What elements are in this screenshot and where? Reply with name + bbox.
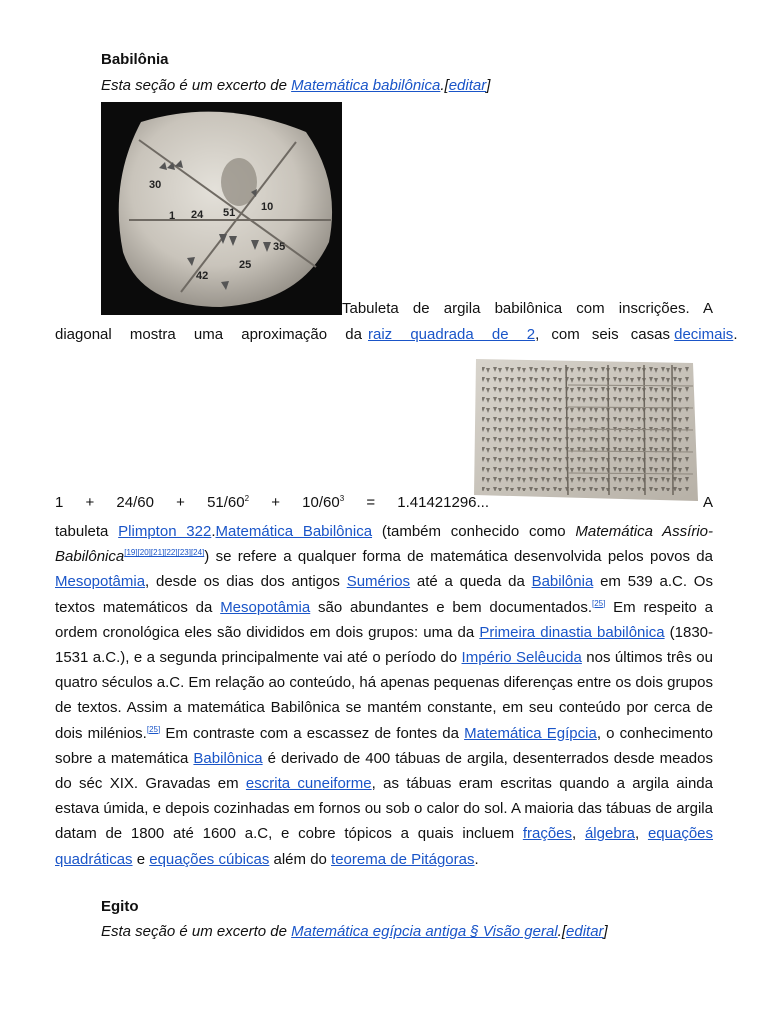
body-text: Em contraste com a escassez de fontes da: [160, 724, 465, 742]
excerpt-note-bracket-open: .[: [440, 77, 449, 94]
body-text: ,: [635, 825, 648, 843]
body-text: .: [474, 850, 479, 868]
main-paragraph: [55, 519, 713, 872]
reference-group: [124, 548, 204, 557]
link-plimpton-322[interactable]: Plimpton 322: [118, 523, 212, 540]
plimpton-322-image[interactable]: [468, 355, 701, 505]
italic-term: Matemática Assírio-Babilônica: [55, 523, 713, 566]
body-text: tabuleta: [55, 523, 109, 540]
body-text: .: [211, 523, 216, 540]
link-primeira-dinastia-babilonica[interactable]: Primeira dinastia babilônica: [479, 623, 665, 641]
excerpt-link-matematica-babilonica[interactable]: Matemática babilônica: [291, 77, 441, 94]
link-mesopotamia[interactable]: Mesopotâmia: [220, 598, 311, 616]
body-text: (também conhecido como: [372, 523, 576, 540]
caption-text4: .: [733, 326, 738, 343]
body-text: ) se refere a qualquer forma de matemática desenvolvida pelos povos da: [204, 548, 713, 566]
link-fracoes[interactable]: frações: [522, 825, 573, 843]
tablet-drawing: [101, 102, 342, 315]
link-babilonica[interactable]: Babilônica: [193, 749, 263, 767]
formula-part-a: 1 + 24/60 + 51/60: [55, 494, 245, 511]
caption-word-a: diagonal mostra uma aproximação da: [55, 326, 362, 343]
caption-rest: [368, 326, 738, 343]
formula-sup1: 2: [244, 494, 250, 503]
reference: [592, 599, 605, 608]
excerpt-note-bracket-close: ]: [486, 77, 491, 94]
link-equacoes-cubicas[interactable]: equações cúbicas: [149, 850, 270, 868]
tablet-number-1: 1: [169, 210, 176, 222]
body-text: , as tábuas eram escritas quando a argila ainda estava úmida, e depois cozinhadas em fornos ou sob o calor do sol. A maioria das tábuas de argila datam de 1800 até 1600 a.C, e cobre tópicos a quais incluem: [55, 775, 713, 843]
excerpt-note-bracket-open: .[: [557, 923, 567, 940]
body-text: , desde os dias dos antigos: [145, 573, 347, 591]
tablet-number-24: 24: [191, 209, 204, 221]
link-decimais[interactable]: decimais: [674, 326, 734, 343]
plimpton-drawing: [468, 355, 701, 505]
body-text: Em respeito a ordem cronológica eles são divididos em dois grupos: uma da: [55, 598, 713, 641]
edit-link[interactable]: editar: [566, 923, 604, 940]
body-text: em 539 a.C. Os textos matemáticos da: [55, 573, 713, 616]
link-imperio-seleucida[interactable]: Império Selêucida: [461, 649, 582, 667]
excerpt-link-matematica-egipcia-antiga[interactable]: Matemática egípcia antiga § Visão geral: [291, 923, 558, 940]
body-text: além do: [269, 850, 332, 868]
figure-caption-line1: Tabuleta de argila babilônica com inscrições. A: [342, 300, 713, 317]
body-text: são abundantes e bem documentados.: [310, 598, 592, 616]
body-text: até a queda da: [410, 573, 532, 591]
link-matematica-babilonica[interactable]: Matemática Babilônica: [215, 523, 373, 540]
link-teorema-de-pitagoras[interactable]: teorema de Pitágoras: [331, 850, 475, 868]
formula: [55, 494, 489, 511]
caption-text-justified: [55, 326, 362, 343]
reference-link-25[interactable]: [25]: [146, 724, 161, 734]
link-raiz-quadrada-de-2[interactable]: raiz quadrada de 2: [367, 326, 536, 343]
ybc7289-tablet-image[interactable]: [101, 102, 342, 315]
figure-caption-line2: [55, 326, 738, 343]
body-text: é derivado de 400 tábuas de argila, desenterrados desde meados do séc XIX. Gravadas em: [55, 749, 713, 793]
tablet-number-51: 51: [223, 207, 236, 219]
tablet-number-42: 42: [196, 270, 209, 282]
body-text: nos últimos três ou quatro séculos a.C. Em relação ao conteúdo, há apenas pequenas diferenças entre os dois grupos de textos. Assim a matemática Babilônica se mantém constante, em seu conteúdo por cerca de dois milénios.: [55, 649, 713, 742]
body-text: e: [132, 850, 150, 868]
tablet-number-35: 35: [273, 241, 286, 253]
excerpt-note-bracket-close: ]: [603, 923, 608, 940]
formula-part-b: + 10/60: [249, 494, 340, 511]
link-algebra[interactable]: álgebra: [584, 825, 636, 843]
formula-trailing-word: A: [702, 494, 713, 511]
tablet-number-25: 25: [239, 259, 252, 271]
caption-text3: , com seis casas: [535, 326, 670, 343]
tablet-number-30: 30: [149, 179, 162, 191]
formula-part-c: = 1.41421296...: [344, 494, 490, 511]
excerpt-note: [101, 77, 490, 94]
reference-link-25[interactable]: [25]: [592, 598, 606, 608]
section-heading-egito: Egito: [101, 898, 139, 915]
link-matematica-egipcia[interactable]: Matemática Egípcia: [464, 724, 597, 742]
excerpt-note-prefix: Esta seção é um excerto de: [101, 923, 287, 940]
edit-link[interactable]: editar: [448, 77, 487, 94]
link-equacoes-quadraticas[interactable]: equações quadráticas: [55, 825, 714, 868]
body-text: , o conhecimento sobre a matemática: [55, 724, 713, 767]
link-escrita-cuneiforme[interactable]: escrita cuneiforme: [245, 775, 372, 793]
body-text: (1830-1531 a.C.), e a segunda principalmente vai até o período do: [55, 623, 713, 667]
excerpt-note-egito: [101, 923, 608, 940]
reference-links-19-24[interactable]: [19][20][21][22][23][24]: [124, 548, 205, 558]
formula-line: [55, 494, 713, 511]
section-heading-babilonia: Babilônia: [101, 51, 169, 68]
formula-sup2: 3: [339, 494, 345, 503]
link-sumerios[interactable]: Sumérios: [346, 573, 411, 591]
link-mesopotamia[interactable]: Mesopotâmia: [55, 573, 146, 591]
tablet-number-10: 10: [261, 201, 274, 213]
link-babilonia[interactable]: Babilônia: [531, 573, 594, 591]
body-text: ,: [572, 825, 585, 843]
excerpt-note-prefix: Esta seção é um excerto de: [101, 77, 287, 94]
reference: [147, 725, 160, 734]
